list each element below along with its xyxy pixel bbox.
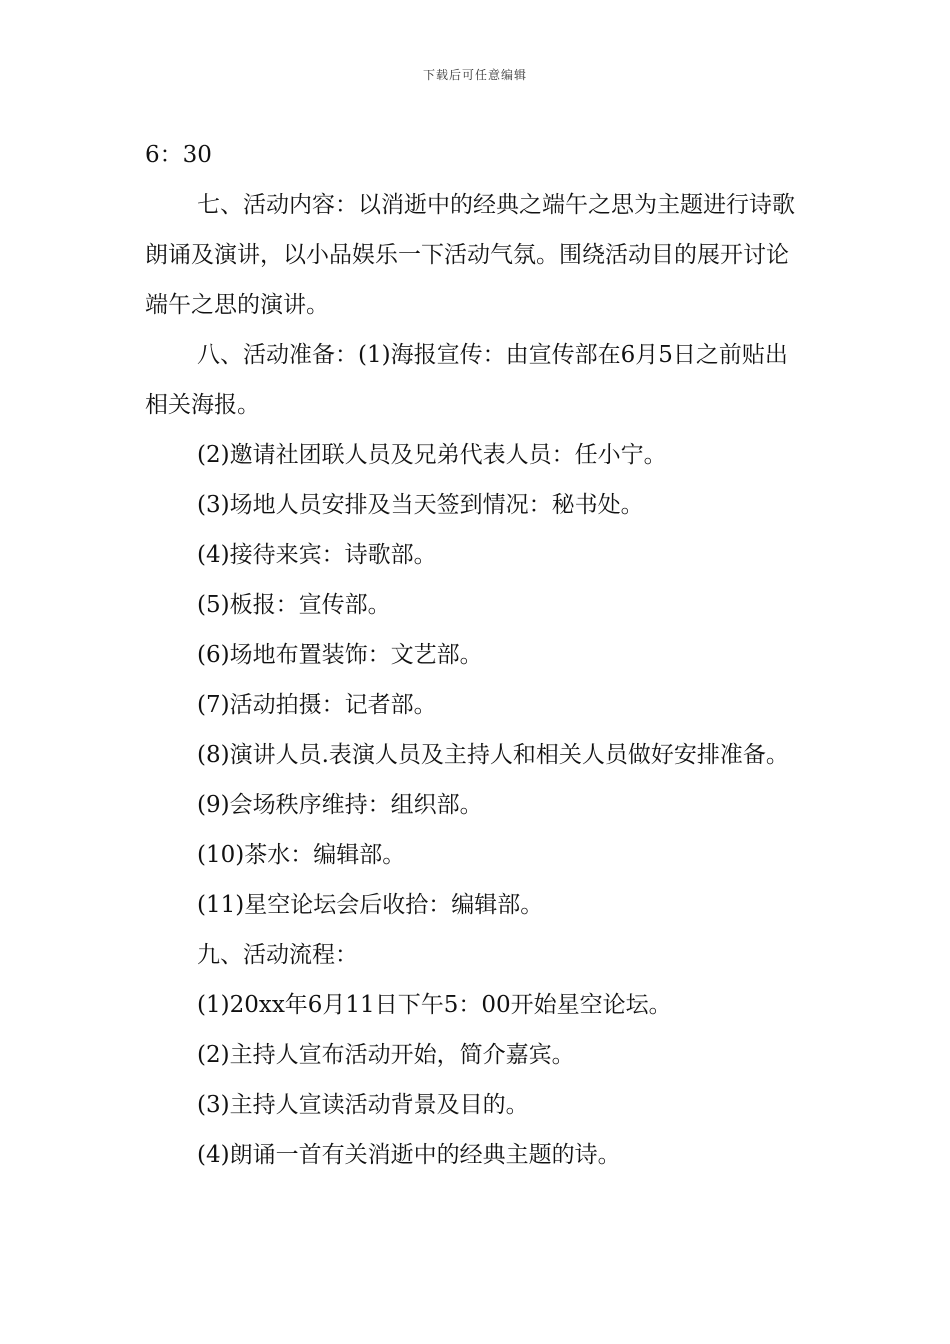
list-item: (4)接待来宾：诗歌部。 [197,542,437,568]
paragraph-section-8: 八、活动准备：(1)海报宣传：由宣传部在6月5日之前贴出相关海报。 [145,342,788,418]
paragraph-section-7: 七、活动内容：以消逝中的经典之端午之思为主题进行诗歌朗诵及演讲，以小品娱乐一下活动气氛。围绕活动目的展开讨论端午之思的演讲。 [145,192,795,318]
document-body [145,130,810,1180]
list-item: (4)朗诵一首有关消逝中的经典主题的诗。 [197,1142,621,1168]
list-item: (3)主持人宣读活动背景及目的。 [197,1092,529,1118]
paragraph-section-9: 九、活动流程： [197,942,358,968]
page-header: 下载后可任意编辑 [422,68,527,82]
paragraph-time: 6：30 [145,142,212,168]
list-item: (9)会场秩序维持：组织部。 [197,792,483,818]
list-item: (3)场地人员安排及当天签到情况：秘书处。 [197,492,644,518]
list-item: (8)演讲人员.表演人员及主持人和相关人员做好安排准备。 [197,742,789,768]
list-item: (11)星空论坛会后收拾：编辑部。 [197,892,544,918]
list-item: (6)场地布置装饰：文艺部。 [197,642,483,668]
list-item: (10)茶水：编辑部。 [197,842,406,868]
list-item: (2)主持人宣布活动开始，简介嘉宾。 [197,1042,575,1068]
list-item: (7)活动拍摄：记者部。 [197,692,437,718]
list-item: (5)板报：宣传部。 [197,592,391,618]
list-item: (2)邀请社团联人员及兄弟代表人员：任小宁。 [197,442,667,468]
list-item: (1)20xx年6月11日下午5：00开始星空论坛。 [197,992,672,1018]
